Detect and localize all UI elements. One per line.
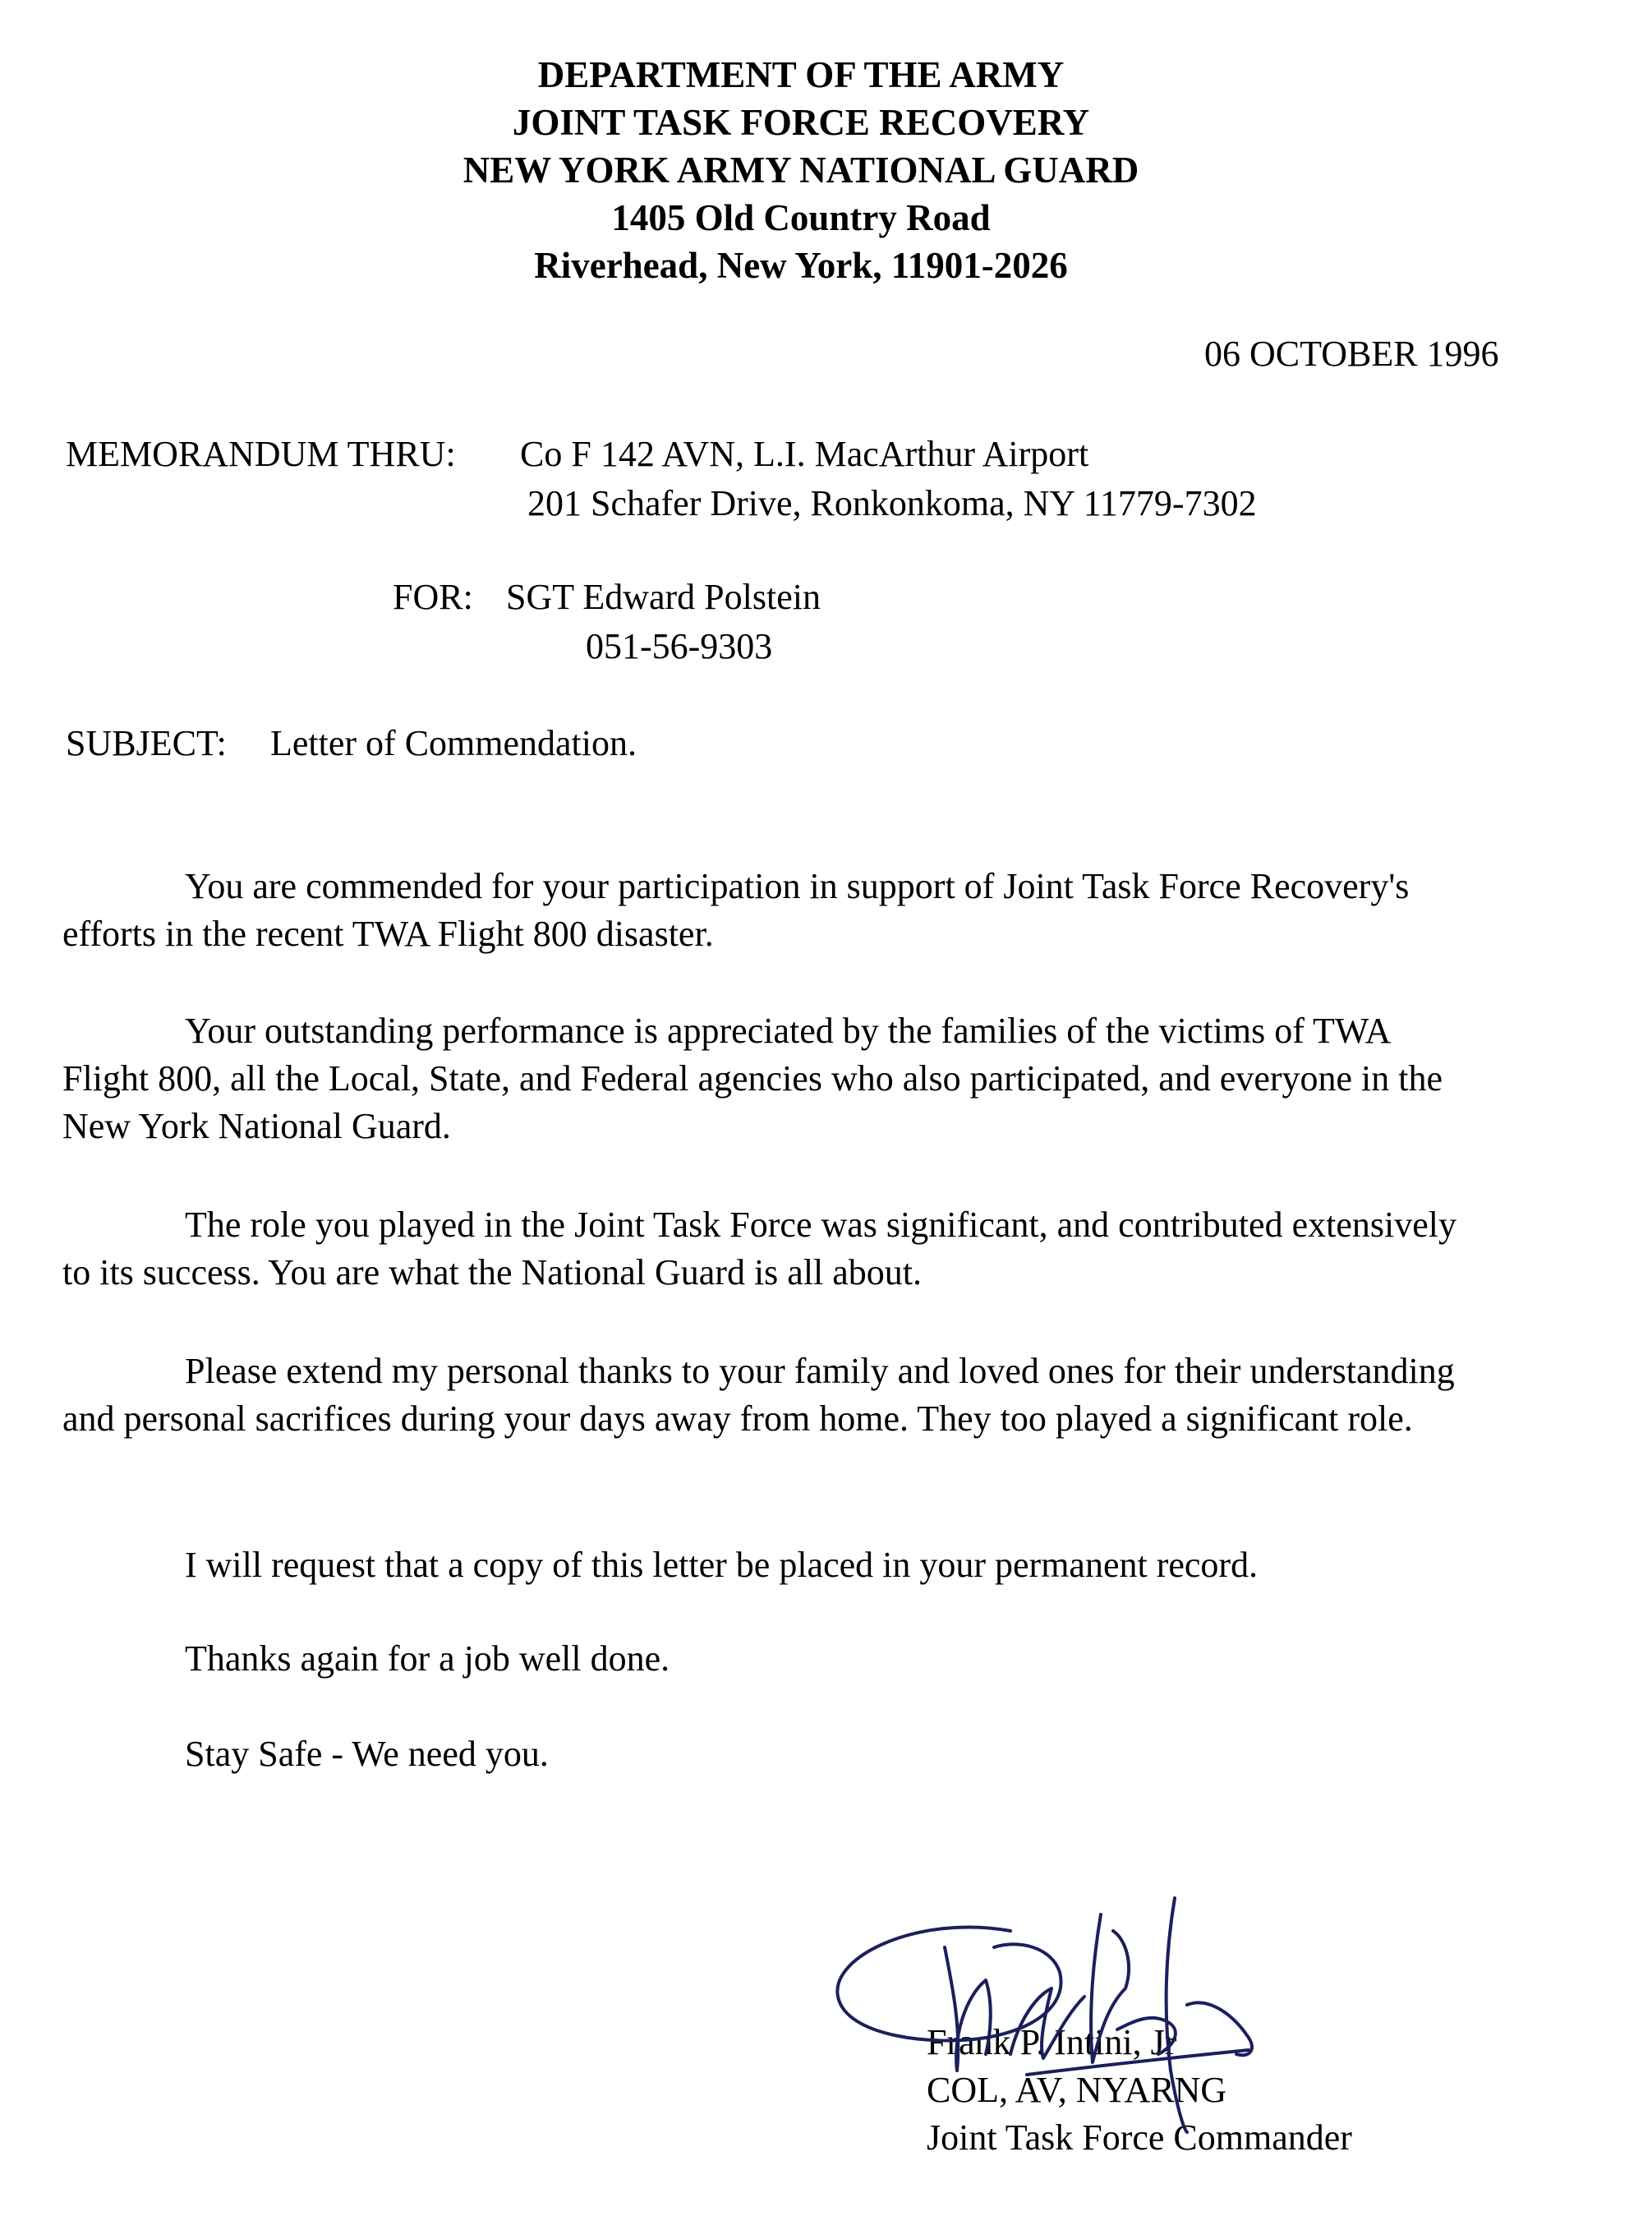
body-paragraph-3: The role you played in the Joint Task Force was significant, and contributed extensively to its success. You are what the National Guard is all about. (62, 1205, 1456, 1292)
memorandum-line-2: 201 Schafer Drive, Ronkonkoma, NY 11779-7302 (527, 483, 1257, 523)
letterhead-guard: NEW YORK ARMY NATIONAL GUARD (462, 150, 1139, 191)
recipient-number: 051-56-9303 (586, 626, 773, 666)
signer-rank: COL, AV, NYARNG (927, 2070, 1227, 2110)
signer-title: Joint Task Force Commander (927, 2117, 1352, 2158)
letterhead (0, 51, 1602, 289)
recipient-name: SGT Edward Polstein (506, 577, 821, 617)
body-paragraph-4: Please extend my personal thanks to your family and loved ones for their understanding and personal sacrifices during your days away from home. They too played a significant role. (62, 1351, 1455, 1439)
memorandum-label: MEMORANDUM THRU: (66, 434, 456, 474)
signer-name: Frank P. Intini, Jr (927, 2022, 1177, 2062)
letterhead-task-force: JOINT TASK FORCE RECOVERY (512, 102, 1090, 143)
body-paragraph-5: I will request that a copy of this letter be placed in your permanent record. (185, 1545, 1259, 1585)
handwritten-signature (821, 1882, 1314, 2136)
body-paragraph-1: You are commended for your participation in support of Joint Task Force Recovery's efforts in the recent TWA Flight 800 disaster. (62, 866, 1410, 954)
body-paragraph-6: Thanks again for a job well done. (185, 1638, 670, 1679)
letterhead-department: DEPARTMENT OF THE ARMY (537, 54, 1065, 95)
body-paragraph-7: Stay Safe - We need you. (185, 1734, 549, 1774)
subject-text: Letter of Commendation. (270, 723, 637, 763)
letterhead-city: Riverhead, New York, 11901-2026 (534, 245, 1068, 286)
subject-label: SUBJECT: (66, 723, 227, 763)
memorandum-line-1: Co F 142 AVN, L.I. MacArthur Airport (520, 434, 1089, 474)
letterhead-street: 1405 Old Country Road (611, 197, 991, 238)
for-label: FOR: (393, 577, 473, 617)
body-paragraph-2: Your outstanding performance is appreciated by the families of the victims of TWA Flight 800, all the Local, State, and Federal agencies who also participated, and everyone in the New York National Guard. (62, 1011, 1443, 1146)
letter-date: 06 OCTOBER 1996 (1204, 334, 1499, 374)
